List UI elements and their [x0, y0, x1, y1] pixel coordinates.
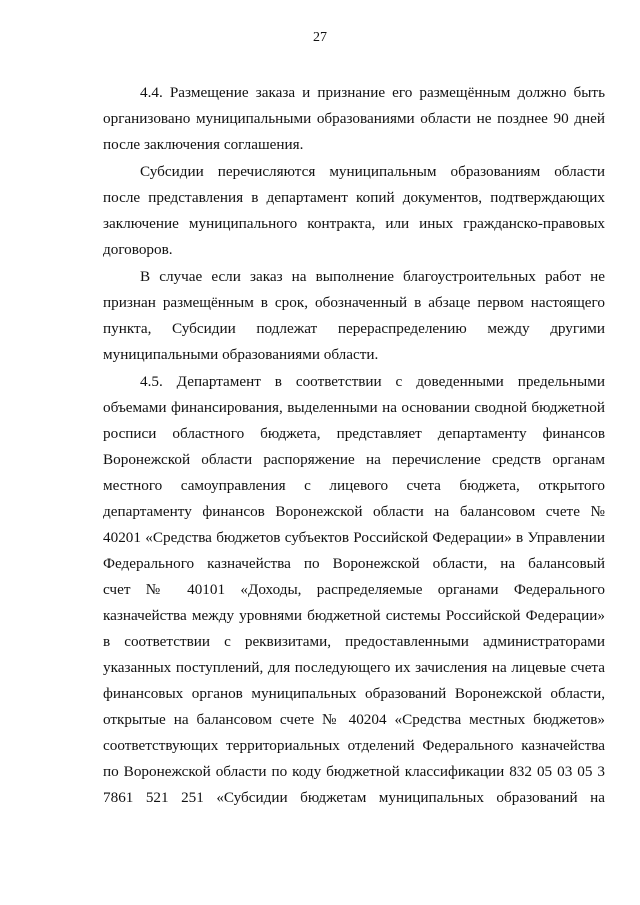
text-line: договоров. [103, 241, 173, 258]
text-line: Субсидии перечисляются муниципальным образованиям области [140, 163, 605, 180]
text-line: заключение муниципального контракта, или иных гражданско-правовых [103, 215, 605, 232]
paragraph-4-4 [103, 80, 605, 158]
text-line: департаменту финансов Воронежской области на балансовом счете № [103, 503, 605, 520]
text-line: 40201 «Средства бюджетов субъектов Российской Федерации» в Управлении [103, 529, 605, 546]
text-line: 4.4. Размещение заказа и признание его размещённым должно быть [140, 84, 605, 101]
text-line: Воронежской области распоряжение на перечисление средств органам [103, 451, 605, 468]
paragraph-redistribution [103, 264, 605, 368]
text-line: после заключения соглашения. [103, 136, 304, 153]
text-line: В случае если заказ на выполнение благоустроительных работ не [140, 268, 605, 285]
text-line: открытые на балансовом счете № 40204 «Средства местных бюджетов» [103, 711, 605, 728]
text-line: финансовых органов муниципальных образований Воронежской области, [103, 685, 605, 702]
text-line: по Воронежской области по коду бюджетной классификации 832 05 03 05 3 [103, 763, 605, 780]
paragraph-4-5 [103, 369, 605, 811]
text-line: Федерального казначейства по Воронежской области, на балансовый [103, 555, 605, 572]
text-line: счет № 40101 «Доходы, распределяемые органами Федерального [103, 581, 605, 598]
paragraph-subsidies-transfer [103, 159, 605, 263]
text-line: признан размещённым в срок, обозначенный в абзаце первом настоящего [103, 294, 605, 311]
text-line: после представления в департамент копий документов, подтверждающих [103, 189, 605, 206]
text-line: 7861 521 251 «Субсидии бюджетам муниципальных образований на [103, 789, 605, 806]
text-line: 4.5. Департамент в соответствии с доведенными предельными [140, 373, 605, 390]
text-line: росписи областного бюджета, представляет департаменту финансов [103, 425, 605, 442]
text-line: указанных поступлений, для последующего их зачисления на лицевые счета [103, 659, 605, 676]
document-body [103, 80, 605, 811]
text-line: организовано муниципальными образованиями области не позднее 90 дней [103, 110, 605, 127]
text-line: в соответствии с реквизитами, предоставленными администраторами [103, 633, 605, 650]
text-line: объемами финансирования, выделенными на основании сводной бюджетной [103, 399, 605, 416]
text-line: пункта, Субсидии подлежат перераспределению между другими [103, 320, 605, 337]
text-line: соответствующих территориальных отделений Федерального казначейства [103, 737, 605, 754]
text-line: местного самоуправления с лицевого счета бюджета, открытого [103, 477, 605, 494]
page-number: 27 [313, 30, 327, 45]
text-line: муниципальными образованиями области. [103, 346, 379, 363]
text-line: казначейства между уровнями бюджетной системы Российской Федерации» [103, 607, 605, 624]
